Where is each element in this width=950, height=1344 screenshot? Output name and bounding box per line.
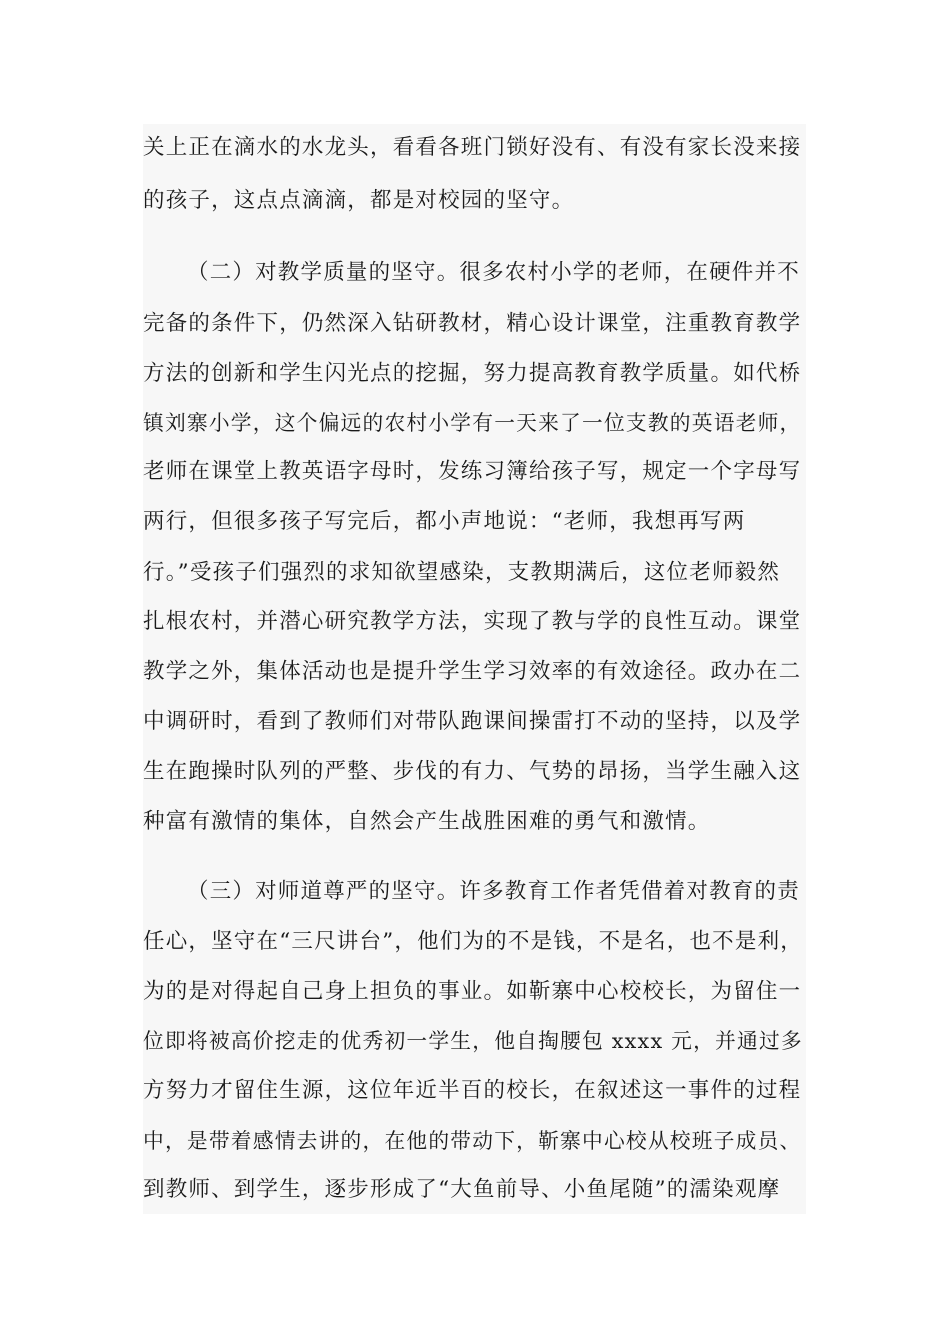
- text-line: 的孩子，这点点滴滴，都是对校园的坚守。: [143, 188, 575, 213]
- text-line: 关上正在滴水的水龙头，看看各班门锁好没有、有没有家长没来接: [143, 135, 802, 160]
- text-line: 位即将被高价挖走的优秀初一学生，他自掏腰包 xxxx 元，并通过多: [143, 1029, 803, 1053]
- text-line: 扎根农村，并潜心研究教学方法，实现了教与学的良性互动。课堂: [143, 609, 802, 634]
- text-line: 方法的创新和学生闪光点的挖掘，努力提高教育教学质量。如代桥: [143, 361, 802, 386]
- text-line: 方努力才留住生源，这位年近半百的校长，在叙述这一事件的过程: [143, 1078, 802, 1103]
- text-line: 任心，坚守在“三尺讲台”，他们为的不是钱，不是名，也不是利，: [143, 929, 803, 954]
- text-line: （二）对教学质量的坚守。很多农村小学的老师，在硬件并不: [187, 260, 800, 285]
- text-line: （三）对师道尊严的坚守。许多教育工作者凭借着对教育的责: [187, 879, 800, 904]
- text-line: 到教师、到学生，逐步形成了“大鱼前导、小鱼尾随”的濡染观摩: [143, 1177, 781, 1202]
- text-line: 老师在课堂上教英语字母时，发练习簿给孩子写，规定一个字母写: [143, 459, 802, 484]
- text-line: 行。”受孩子们强烈的求知欲望感染，支教期满后，这位老师毅然: [143, 560, 781, 585]
- text-line: 两行，但很多孩子写完后，都小声地说：“老师，我想再写两: [143, 509, 746, 534]
- text-line: 教学之外，集体活动也是提升学生学习效率的有效途径。政办在二: [143, 659, 802, 684]
- document-body: [143, 124, 806, 1214]
- text-line: 中，是带着感情去讲的，在他的带动下，靳寨中心校从校班子成员、: [143, 1129, 802, 1153]
- text-line: 为的是对得起自己身上担负的事业。如靳寨中心校校长，为留住一: [143, 979, 802, 1004]
- text-line: 完备的条件下，仍然深入钻研教材，精心设计课堂，注重教育教学: [143, 311, 802, 336]
- text-line: 种富有激情的集体，自然会产生战胜困难的勇气和激情。: [143, 809, 711, 834]
- text-line: 生在跑操时队列的严整、步伐的有力、气势的昂扬，当学生融入这: [143, 759, 802, 784]
- text-line: 镇刘寨小学，这个偏远的农村小学有一天来了一位支教的英语老师，: [143, 411, 802, 435]
- text-line: 中调研时，看到了教师们对带队跑课间操雷打不动的坚持，以及学: [143, 709, 802, 734]
